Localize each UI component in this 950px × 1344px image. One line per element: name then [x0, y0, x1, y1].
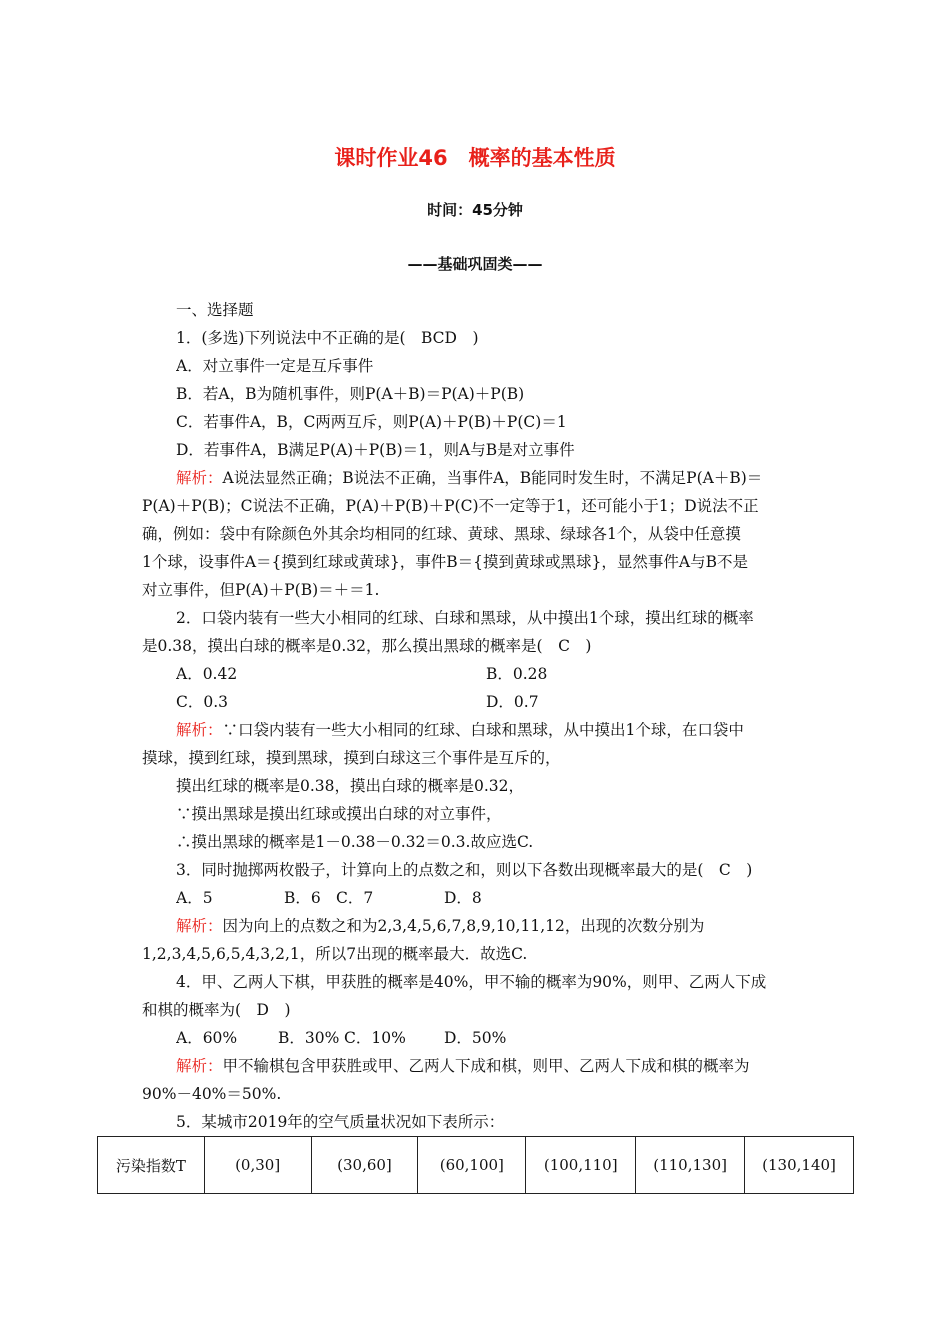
q1-option-b: B．若A，B为随机事件，则P(A＋B)＝P(A)＋P(B) — [176, 385, 525, 403]
q4-option-a: A．60% — [176, 1029, 238, 1047]
q2-explanation-text1: ∵口袋内装有一些大小相同的红球、白球和黑球，从中摸出1个球，在口袋中 — [222, 721, 744, 739]
q5-stem: 5．某城市2019年的空气质量状况如下表所示： — [176, 1113, 505, 1131]
q3-explanation-text1: 因为向上的点数之和为2,3,4,5,6,7,8,9,10,11,12，出现的次数分别为 — [222, 917, 705, 935]
q2-option-b: B．0.28 — [486, 665, 548, 683]
q2-option-c: C．0.3 — [176, 693, 229, 711]
q1-option-d: D．若事件A，B满足P(A)＋P(B)＝1，则A与B是对立事件 — [176, 441, 575, 459]
table-row — [98, 1137, 854, 1194]
q2-options-row2 — [176, 688, 844, 716]
q2-explanation-line3: 摸出红球的概率是0.38，摸出白球的概率是0.32， — [176, 777, 525, 795]
q3-option-d: D．8 — [444, 889, 482, 907]
q1-option-a: A．对立事件一定是互斥事件 — [176, 357, 374, 375]
q4-stem-line2: 和棋的概率为( D ) — [142, 1001, 291, 1019]
q2-options-row1 — [176, 660, 844, 688]
q3-explanation-line2: 1,2,3,4,5,6,5,4,3,2,1，所以7出现的概率最大．故选C. — [142, 945, 528, 963]
q2-explanation-line5: ∴摸出黑球的概率是1－0.38－0.32＝0.3.故应选C. — [176, 833, 534, 851]
q2-option-a: A．0.42 — [176, 665, 238, 683]
q2-explanation-label: 解析： — [176, 721, 223, 739]
q4-explanation-line1 — [176, 1052, 810, 1080]
q1-option-c: C．若事件A，B，C两两互斥，则P(A)＋P(B)＋P(C)＝1 — [176, 413, 567, 431]
table-cell: (30,60] — [311, 1137, 418, 1194]
q3-option-c: C．7 — [336, 889, 374, 907]
q4-option-b: B．30% — [278, 1029, 340, 1047]
q4-explanation-label: 解析： — [176, 1057, 223, 1075]
q1-explanation-text1: A说法显然正确；B说法不正确，当事件A，B能同时发生时，不满足P(A＋B)＝ — [222, 469, 763, 487]
q1-explanation-line3: 确，例如：袋中有除颜色外其余均相同的红球、黄球、黑球、绿球各1个，从袋中任意摸 — [142, 525, 741, 543]
q4-explanation-line2: 90%－40%＝50%. — [142, 1085, 282, 1103]
table-cell: 污染指数T — [98, 1137, 205, 1194]
q1-explanation-line1 — [176, 464, 810, 492]
q4-explanation-text1: 甲不输棋包含甲获胜或甲、乙两人下成和棋，则甲、乙两人下成和棋的概率为 — [222, 1057, 750, 1075]
q4-option-c: C．10% — [344, 1029, 406, 1047]
q2-stem-line1: 2．口袋内装有一些大小相同的红球、白球和黑球，从中摸出1个球，摸出红球的概率 — [176, 609, 754, 627]
q4-option-d: D．50% — [444, 1029, 507, 1047]
q3-explanation-line1 — [176, 912, 810, 940]
q3-stem: 3．同时抛掷两枚骰子，计算向上的点数之和，则以下各数出现概率最大的是( C ) — [176, 861, 753, 879]
q4-options — [176, 1024, 844, 1052]
q3-option-b: B．6 — [284, 889, 321, 907]
table-cell: (130,140] — [745, 1137, 854, 1194]
q2-explanation-line4: ∵摸出黑球是摸出红球或摸出白球的对立事件， — [176, 805, 502, 823]
q1-explanation-line5: 对立事件，但P(A)＋P(B)＝＋＝1. — [142, 581, 380, 599]
q2-explanation-line1 — [176, 716, 810, 744]
q1-stem: 1．(多选)下列说法中不正确的是( BCD ) — [176, 329, 479, 347]
table-cell: (100,110] — [526, 1137, 636, 1194]
q1-explanation-line2: P(A)＋P(B)；C说法不正确，P(A)＋P(B)＋P(C)不一定等于1，还可能小于1；D说法不正 — [142, 497, 759, 515]
time-limit: 时间：45分钟 — [427, 201, 523, 219]
table-cell: (60,100] — [418, 1137, 526, 1194]
table-cell: (0,30] — [204, 1137, 311, 1194]
q1-explanation-label: 解析： — [176, 469, 223, 487]
part-heading: 一、选择题 — [176, 301, 254, 319]
q2-stem-line2: 是0.38，摸出白球的概率是0.32，那么摸出黑球的概率是( C ) — [142, 637, 592, 655]
pollution-table — [97, 1136, 854, 1194]
page-title: 课时作业46 概率的基本性质 — [334, 146, 616, 170]
q3-explanation-label: 解析： — [176, 917, 223, 935]
q2-option-d: D．0.7 — [486, 693, 539, 711]
table-cell: (110,130] — [636, 1137, 745, 1194]
q2-explanation-line2: 摸球，摸到红球，摸到黑球，摸到白球这三个事件是互斥的， — [142, 749, 561, 767]
q4-stem-line1: 4．甲、乙两人下棋，甲获胜的概率是40%，甲不输的概率为90%，则甲、乙两人下成 — [176, 973, 767, 991]
q3-options — [176, 884, 844, 912]
q1-explanation-line4: 1个球，设事件A＝{摸到红球或黄球}，事件B＝{摸到黄球或黑球}，显然事件A与B不是 — [142, 553, 748, 571]
section-heading: ——基础巩固类—— — [407, 255, 543, 273]
q3-option-a: A．5 — [176, 889, 213, 907]
